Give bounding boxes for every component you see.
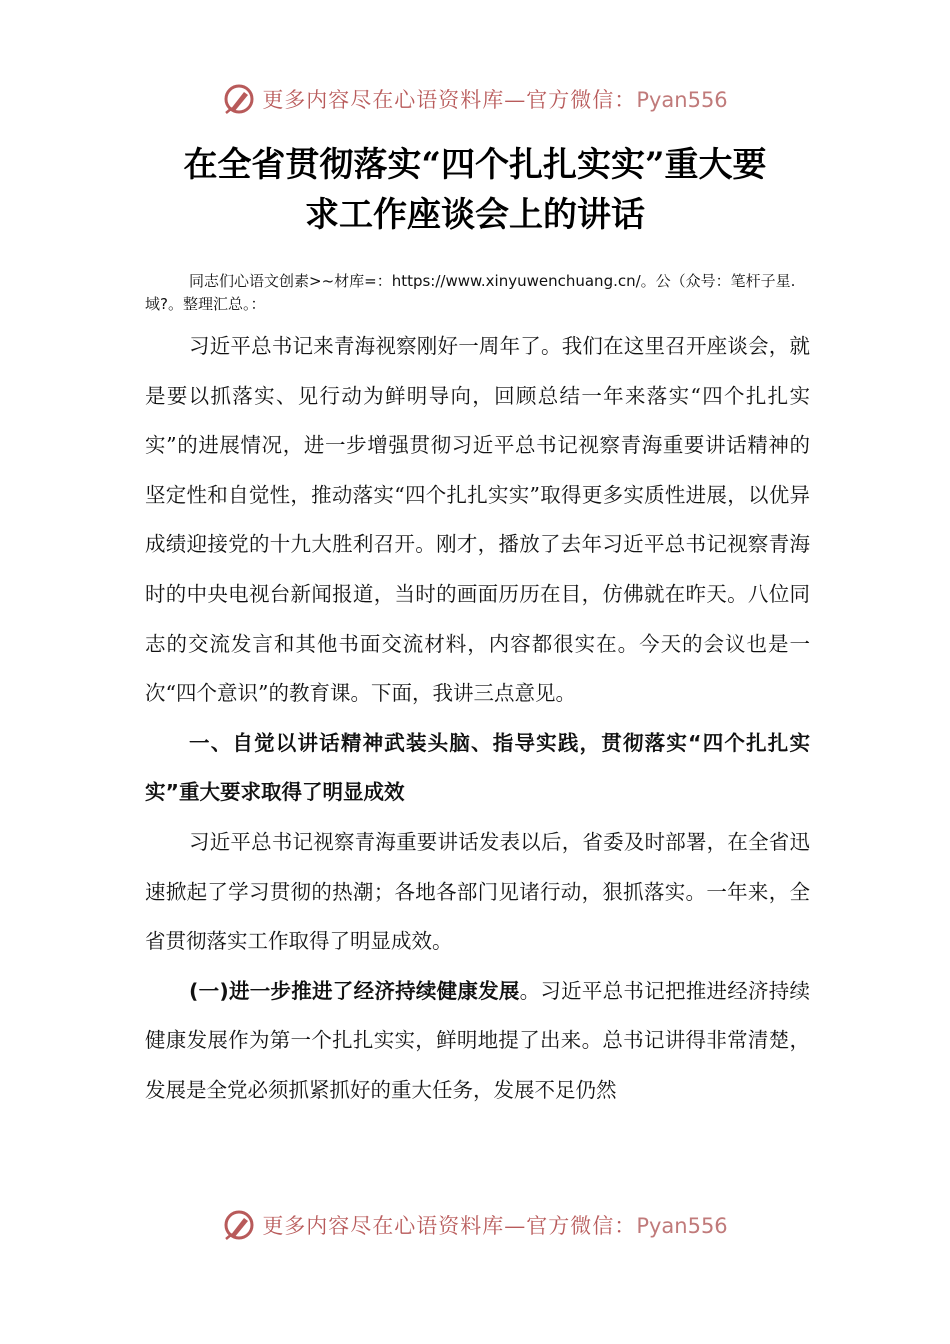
paragraph-section-1: 习近平总书记视察青海重要讲话发表以后，省委及时部署，在全省迅速掀起了学习贯彻的热潮；各地各部门见诸行动，狠抓落实。一年来，全省贯彻落实工作取得了明显成效。 (145, 829, 810, 954)
source-note: 同志们心语文创素>~材库=：https://www.xinyuwenchuang.cn/。公（众号：笔杆子星.域?。整理汇总。： (145, 272, 796, 313)
subsection-text-1: 。习近平总书记把推进经济持续健康发展作为第一个扎扎实实，鲜明地提了出来。总书记讲得非常清楚，发展是全党必须抓紧抓好的重大任务，发展不足仍然 (145, 978, 810, 1102)
wechat-id: Pyan556 (636, 1214, 728, 1238)
paragraph-intro: 习近平总书记来青海视察刚好一周年了。我们在这里召开座谈会，就是要以抓落实、见行动为鲜明导向，回顾总结一年来落实“四个扎扎实实”的进展情况，进一步增强贯彻习近平总书记视察青海重要讲话精神的坚定性和自觉性，推动落实“四个扎扎实实”取得更多实质性进展，以优异成绩迎接党的十九大胜利召开。刚才，播放了去年习近平总书记视察青海时的中央电视台新闻报道，当时的画面历历在目，仿佛就在昨天。八位同志的交流发言和其他书面交流材料，内容都很实在。今天的会议也是一次“四个意识”的教育课。下面，我讲三点意见。 (145, 334, 810, 706)
paragraph-subsection-1 (145, 967, 810, 1116)
title-line-1: 在全省贯彻落实“四个扎扎实实”重大要 (183, 145, 767, 185)
footer-banner (0, 1208, 950, 1248)
page-title (120, 140, 830, 240)
pen-nib-logo-icon (222, 1208, 256, 1242)
section-heading-1: 一、自觉以讲话精神武装头脑、指导实践，贯彻落实“四个扎扎实实”重大要求取得了明显成效 (145, 730, 810, 805)
header-banner (0, 82, 950, 122)
pen-nib-logo-icon (222, 82, 256, 116)
banner-text: 更多内容尽在心语资料库—官方微信：Pyan556 (262, 1214, 728, 1238)
subsection-heading-1: (一)进一步推进了经济持续健康发展 (189, 978, 520, 1003)
banner-text: 更多内容尽在心语资料库—官方微信：Pyan556 (262, 88, 728, 112)
title-line-2: 求工作座谈会上的讲话 (305, 195, 645, 235)
document-body (145, 322, 810, 1116)
wechat-id: Pyan556 (636, 88, 728, 112)
